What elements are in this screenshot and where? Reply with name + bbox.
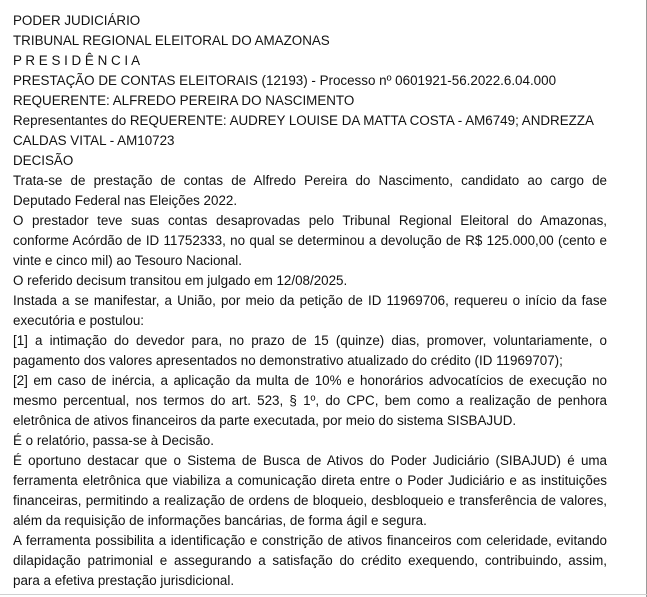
process-line: PRESTAÇÃO DE CONTAS ELEITORAIS (12193) - Processo nº 0601921-56.2022.6.04.000 — [13, 73, 557, 88]
paragraph-request-item-2: [2] em caso de inércia, a aplicação da multa de 10% e honorários advocatícios de execução no mesmo percentual, nos termos do art. 523, § 1º, do CPC, bem como a realização de penhora eletrônica de ativos financeiros da parte executada, por meio do sistema SISBAJUD. — [13, 373, 607, 428]
header-presidency: P R E S I D Ê N C I A — [13, 53, 141, 68]
paragraph-request-item-1: [1] a intimação do devedor para, no prazo de 15 (quinze) dias, promover, voluntariamente, o pagamento dos valores apresentados no demonstrativo atualizado do crédito (ID 11969707); — [13, 333, 607, 368]
representantes-line: Representantes do REQUERENTE: AUDREY LOUISE DA MATTA COSTA - AM6749; ANDREZZA CALDAS VITAL - AM10723 — [13, 113, 594, 148]
paragraph-disapproval: O prestador teve suas contas desaprovadas pelo Tribunal Regional Eleitoral do Amazonas, conforme Acórdão de ID 11752333, no qual se determinou a devolução de R$ 125.000,00 (cento e vinte e cinco mil) ao Tesouro Nacional. — [13, 213, 607, 268]
bottom-divider — [0, 594, 647, 595]
paragraph-uniao-request: Instada a se manifestar, a União, por meio da petição de ID 11969706, requereu o início da fase executória e postulou: — [13, 293, 607, 328]
paragraph-intro: Trata-se de prestação de contas de Alfredo Pereira do Nascimento, candidato ao cargo de Deputado Federal nas Eleições 2022. — [13, 173, 607, 208]
document-body — [13, 11, 607, 591]
requerente-line: REQUERENTE: ALFREDO PEREIRA DO NASCIMENTO — [13, 93, 355, 108]
paragraph-res-judicata: O referido decisum transitou em julgado em 12/08/2025. — [13, 273, 348, 288]
header-court-branch: PODER JUDICIÁRIO — [13, 13, 141, 28]
paragraph-sibajud: É oportuno destacar que o Sistema de Busca de Ativos do Poder Judiciário (SIBAJUD) é uma ferramenta eletrônica que viabiliza a comunicação direta entre o Poder Judiciário e as instituições financeiras, permitindo a realização de ordens de bloqueio, desbloqueio e transferência de valores, além da requisição de informações bancárias, de forma ágil e segura. — [13, 453, 607, 528]
decision-title: DECISÃO — [13, 153, 74, 168]
header-court-name: TRIBUNAL REGIONAL ELEITORAL DO AMAZONAS — [13, 33, 330, 48]
paragraph-tool: A ferramenta possibilita a identificação e constrição de ativos financeiros com celeridade, evitando dilapidação patrimonial e assegurando a satisfação do crédito exequendo, contribuindo, assim, para a efetiva prestação jurisdicional. — [13, 533, 607, 588]
paragraph-report: É o relatório, passa-se à Decisão. — [13, 433, 214, 448]
